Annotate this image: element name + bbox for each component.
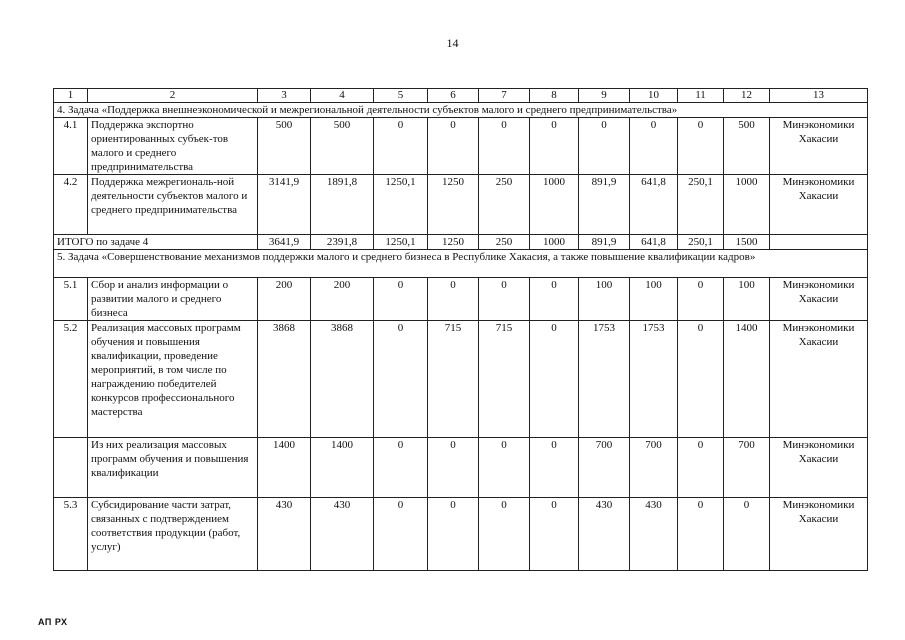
value-cell: 0 — [374, 118, 428, 175]
row-number: 5.3 — [54, 498, 88, 571]
value-cell: 641,8 — [630, 175, 678, 235]
row-number: 4.1 — [54, 118, 88, 175]
total-value-cell: 250 — [479, 235, 530, 250]
column-header: 5 — [374, 89, 428, 103]
value-cell: 0 — [374, 321, 428, 438]
value-cell: 0 — [479, 278, 530, 321]
column-header: 13 — [770, 89, 868, 103]
value-cell: 430 — [579, 498, 630, 571]
value-cell: 0 — [678, 498, 724, 571]
column-header: 1 — [54, 89, 88, 103]
value-cell: 3868 — [311, 321, 374, 438]
executor-cell: Минэкономики Хакасии — [770, 321, 868, 438]
value-cell: 0 — [678, 278, 724, 321]
budget-table — [53, 88, 868, 571]
value-cell: 0 — [428, 278, 479, 321]
total-value-cell: 1250 — [428, 235, 479, 250]
total-value-cell: 641,8 — [630, 235, 678, 250]
value-cell: 500 — [311, 118, 374, 175]
total-value-cell: 1500 — [724, 235, 770, 250]
value-cell: 1400 — [311, 438, 374, 498]
row-name: Поддержка межрегиональ-ной деятельности субъектов малого и среднего предпринимательства — [88, 175, 258, 235]
value-cell: 1891,8 — [311, 175, 374, 235]
value-cell: 100 — [630, 278, 678, 321]
value-cell: 500 — [258, 118, 311, 175]
value-cell: 700 — [724, 438, 770, 498]
total-value-cell: 250,1 — [678, 235, 724, 250]
row-name: Реализация массовых программ обучения и повышения квалификации, проведение мероприятий, в том числе по награждению победителей конкурсов профессионального мастерства — [88, 321, 258, 438]
value-cell: 430 — [311, 498, 374, 571]
column-header: 12 — [724, 89, 770, 103]
executor-cell: Минэкономики Хакасии — [770, 175, 868, 235]
value-cell: 700 — [579, 438, 630, 498]
column-header: 8 — [530, 89, 579, 103]
value-cell: 1400 — [724, 321, 770, 438]
value-cell: 250 — [479, 175, 530, 235]
table-row — [54, 118, 868, 175]
column-header: 6 — [428, 89, 479, 103]
total-value-cell: 1000 — [530, 235, 579, 250]
table-row — [54, 438, 868, 498]
value-cell: 200 — [258, 278, 311, 321]
row-number: 5.2 — [54, 321, 88, 438]
row-name: Из них реализация массовых программ обучения и повышения квалификации — [88, 438, 258, 498]
row-name: Поддержка экспортно ориентированных субъек-тов малого и среднего предпринимательства — [88, 118, 258, 175]
row-number: 4.2 — [54, 175, 88, 235]
value-cell: 0 — [530, 321, 579, 438]
value-cell: 715 — [479, 321, 530, 438]
value-cell: 250,1 — [678, 175, 724, 235]
footer-mark: АП РХ — [38, 617, 68, 627]
value-cell: 0 — [530, 118, 579, 175]
value-cell: 1250 — [428, 175, 479, 235]
value-cell: 1753 — [630, 321, 678, 438]
row-number: 5.1 — [54, 278, 88, 321]
column-header: 7 — [479, 89, 530, 103]
value-cell: 200 — [311, 278, 374, 321]
value-cell: 1000 — [724, 175, 770, 235]
value-cell: 1400 — [258, 438, 311, 498]
value-cell: 0 — [374, 438, 428, 498]
column-header-row — [54, 89, 868, 103]
total-value-cell: 2391,8 — [311, 235, 374, 250]
page-number: 14 — [446, 36, 459, 50]
section-title-row — [54, 250, 868, 278]
table-body — [54, 89, 868, 571]
value-cell: 715 — [428, 321, 479, 438]
value-cell: 0 — [374, 278, 428, 321]
value-cell: 0 — [479, 118, 530, 175]
executor-cell: Минэкономики Хакасии — [770, 118, 868, 175]
value-cell: 3868 — [258, 321, 311, 438]
executor-cell: Минэкономики Хакасии — [770, 278, 868, 321]
value-cell: 0 — [428, 438, 479, 498]
value-cell: 0 — [678, 118, 724, 175]
section-title: 5. Задача «Совершенствование механизмов поддержки малого и среднего бизнеса в Республике Хакасия, а также повышение квалификации кадров» — [54, 250, 868, 278]
value-cell: 0 — [479, 498, 530, 571]
value-cell: 1753 — [579, 321, 630, 438]
table-row — [54, 498, 868, 571]
value-cell: 430 — [258, 498, 311, 571]
section-title-row — [54, 103, 868, 118]
table-row — [54, 175, 868, 235]
value-cell: 0 — [428, 498, 479, 571]
total-value-cell: 891,9 — [579, 235, 630, 250]
section-title: 4. Задача «Поддержка внешнеэкономической и межрегиональной деятельности субъектов малого и среднего предпринимательства» — [54, 103, 868, 118]
column-header: 3 — [258, 89, 311, 103]
value-cell: 0 — [479, 438, 530, 498]
value-cell: 0 — [678, 321, 724, 438]
value-cell: 500 — [724, 118, 770, 175]
table-row — [54, 278, 868, 321]
column-header: 4 — [311, 89, 374, 103]
row-name: Субсидирование части затрат, связанных с подтверждением соответствия продукции (работ, услуг) — [88, 498, 258, 571]
executor-cell: Минэкономики Хакасии — [770, 438, 868, 498]
total-label: ИТОГО по задаче 4 — [54, 235, 258, 250]
total-row — [54, 235, 868, 250]
value-cell: 100 — [724, 278, 770, 321]
column-header: 9 — [579, 89, 630, 103]
value-cell: 1250,1 — [374, 175, 428, 235]
column-header: 11 — [678, 89, 724, 103]
table-row — [54, 321, 868, 438]
total-executor-cell — [770, 235, 868, 250]
value-cell: 891,9 — [579, 175, 630, 235]
value-cell: 1000 — [530, 175, 579, 235]
value-cell: 100 — [579, 278, 630, 321]
value-cell: 0 — [630, 118, 678, 175]
value-cell: 0 — [678, 438, 724, 498]
column-header: 2 — [88, 89, 258, 103]
value-cell: 0 — [374, 498, 428, 571]
value-cell: 0 — [428, 118, 479, 175]
value-cell: 0 — [530, 438, 579, 498]
column-header: 10 — [630, 89, 678, 103]
value-cell: 3141,9 — [258, 175, 311, 235]
executor-cell: Минэкономики Хакасии — [770, 498, 868, 571]
value-cell: 0 — [530, 498, 579, 571]
value-cell: 0 — [579, 118, 630, 175]
total-value-cell: 3641,9 — [258, 235, 311, 250]
value-cell: 0 — [724, 498, 770, 571]
row-number — [54, 438, 88, 498]
value-cell: 700 — [630, 438, 678, 498]
row-name: Сбор и анализ информации о развитии малого и среднего бизнеса — [88, 278, 258, 321]
value-cell: 0 — [530, 278, 579, 321]
value-cell: 430 — [630, 498, 678, 571]
total-value-cell: 1250,1 — [374, 235, 428, 250]
